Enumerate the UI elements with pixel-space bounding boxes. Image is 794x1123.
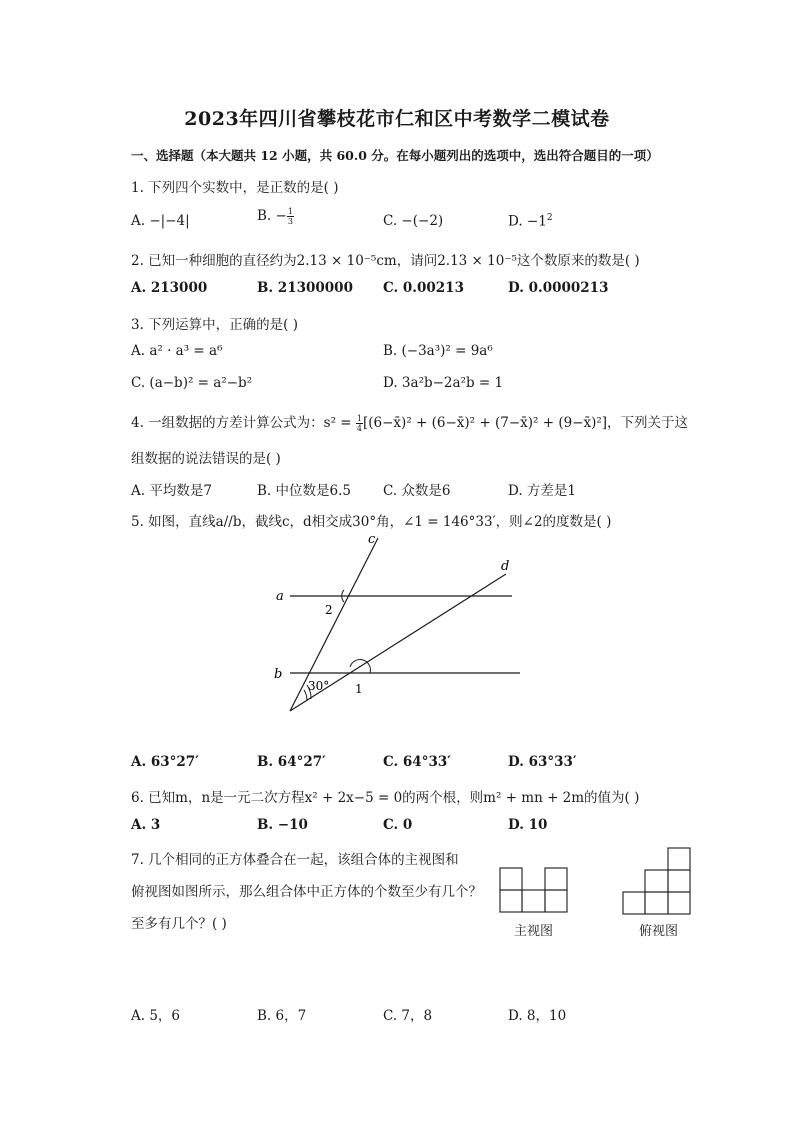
q7-option-a: A. 5，6 bbox=[131, 1008, 181, 1024]
label-2: 2 bbox=[325, 603, 333, 617]
q4-option-d: D. 方差是1 bbox=[508, 483, 577, 499]
top-cell bbox=[668, 892, 690, 914]
q2-option-b: B. 21300000 bbox=[257, 280, 353, 296]
q5-figure bbox=[260, 530, 540, 720]
q2-option-c: C. 0.00213 bbox=[383, 280, 464, 296]
q1-option-d bbox=[508, 213, 553, 230]
q1-option-d-base: D. −1 bbox=[508, 213, 547, 230]
q4-option-c: C. 众数是6 bbox=[383, 483, 451, 499]
q4-stem-part2: [(6−x̄)² + (6−x̄)² + (7−x̄)² + (9−x̄)²]，下列关于这 bbox=[363, 415, 689, 431]
q4-option-a: A. 平均数是7 bbox=[131, 483, 212, 499]
q5-option-d: D. 63°33′ bbox=[508, 754, 577, 770]
q5-option-c: C. 64°33′ bbox=[383, 754, 451, 770]
q7-option-d: D. 8，10 bbox=[508, 1008, 567, 1024]
section-heading: 一、选择题（本大题共 12 小题，共 60.0 分。在每小题列出的选项中，选出符合题目的一项） bbox=[131, 148, 659, 163]
q5-option-b: B. 64°27′ bbox=[257, 754, 326, 770]
q6-option-b: B. −10 bbox=[257, 817, 308, 833]
q7-front-view bbox=[499, 866, 571, 916]
q1-option-c: C. −(−2) bbox=[383, 213, 444, 229]
q7-option-b: B. 6，7 bbox=[257, 1008, 307, 1024]
top-cell bbox=[623, 892, 645, 914]
q4-frac-num: 1 bbox=[356, 414, 362, 423]
top-cell bbox=[645, 870, 668, 892]
q1-b-den: 3 bbox=[287, 217, 293, 226]
q7-line1: 7. 几个相同的正方体叠合在一起，该组合体的主视图和 bbox=[131, 852, 459, 868]
q1-option-d-exp: 2 bbox=[546, 213, 553, 223]
q3-option-c: C. (a−b)² = a²−b² bbox=[131, 375, 253, 391]
q1-b-num: 1 bbox=[287, 207, 293, 216]
q4-stem bbox=[131, 411, 688, 433]
front-cell bbox=[545, 890, 567, 912]
page-title: 2023年四川省攀枝花市仁和区中考数学二模试卷 bbox=[184, 108, 610, 130]
q6-option-d: D. 10 bbox=[508, 817, 548, 833]
q2-option-a: A. 213000 bbox=[131, 280, 208, 296]
top-cell bbox=[668, 848, 690, 870]
q4-option-b: B. 中位数是6.5 bbox=[257, 483, 351, 499]
q1-option-a: A. −|−4| bbox=[131, 213, 190, 229]
line-c bbox=[290, 538, 378, 711]
q1-option-b bbox=[257, 207, 294, 226]
label-30: 30° bbox=[308, 679, 330, 693]
label-c: c bbox=[368, 532, 376, 547]
top-cell bbox=[668, 870, 690, 892]
q5-option-a: A. 63°27′ bbox=[131, 754, 199, 770]
q3-option-d: D. 3a²b−2a²b = 1 bbox=[383, 375, 504, 391]
label-1: 1 bbox=[355, 682, 363, 696]
q1-option-b-prefix: B. − bbox=[257, 208, 287, 224]
q7-top-label: 俯视图 bbox=[639, 924, 679, 939]
q7-line3: 至多有几个？( ) bbox=[131, 916, 227, 932]
q2-stem: 2. 已知一种细胞的直径约为2.13 × 10⁻⁵cm，请问2.13 × 10⁻⁵这个数原来的数是( ) bbox=[131, 253, 640, 269]
front-cell bbox=[522, 890, 545, 912]
front-cell bbox=[545, 868, 567, 890]
q4-stem-line2: 组数据的说法错误的是( ) bbox=[131, 451, 281, 467]
front-cell bbox=[500, 868, 522, 890]
top-cell bbox=[645, 892, 668, 914]
q4-frac-den: 4 bbox=[356, 424, 362, 433]
front-cell bbox=[500, 890, 522, 912]
q1-option-b-fraction bbox=[287, 207, 294, 226]
label-b: b bbox=[274, 667, 283, 682]
q3-option-a: A. a² · a³ = a⁶ bbox=[131, 343, 223, 359]
q7-front-label: 主视图 bbox=[514, 924, 554, 939]
angle-30-arc bbox=[304, 690, 307, 701]
label-d: d bbox=[501, 559, 510, 574]
q3-stem: 3. 下列运算中，正确的是( ) bbox=[131, 317, 298, 333]
q7-top-view bbox=[622, 846, 694, 916]
q7-line2: 俯视图如图所示，那么组合体中正方体的个数至少有几个？ bbox=[131, 884, 482, 900]
q5-stem: 5. 如图，直线a//b，截线c，d相交成30°角，∠1 = 146°33′，则∠2的度数是( ) bbox=[131, 514, 612, 530]
q4-stem-part1: 4. 一组数据的方差计算公式为：s² = bbox=[131, 415, 356, 431]
label-a: a bbox=[276, 589, 284, 604]
q6-option-a: A. 3 bbox=[131, 817, 161, 833]
q6-option-c: C. 0 bbox=[383, 817, 413, 833]
q3-option-b: B. (−3a³)² = 9a⁶ bbox=[383, 343, 493, 359]
q7-option-c: C. 7，8 bbox=[383, 1008, 433, 1024]
q1-stem: 1. 下列四个实数中，是正数的是( ) bbox=[131, 180, 339, 196]
q2-option-d: D. 0.0000213 bbox=[508, 280, 609, 296]
q4-fraction bbox=[356, 414, 363, 433]
q6-stem: 6. 已知m，n是一元二次方程x² + 2x−5 = 0的两个根，则m² + mn + 2m的值为( ) bbox=[131, 790, 640, 806]
